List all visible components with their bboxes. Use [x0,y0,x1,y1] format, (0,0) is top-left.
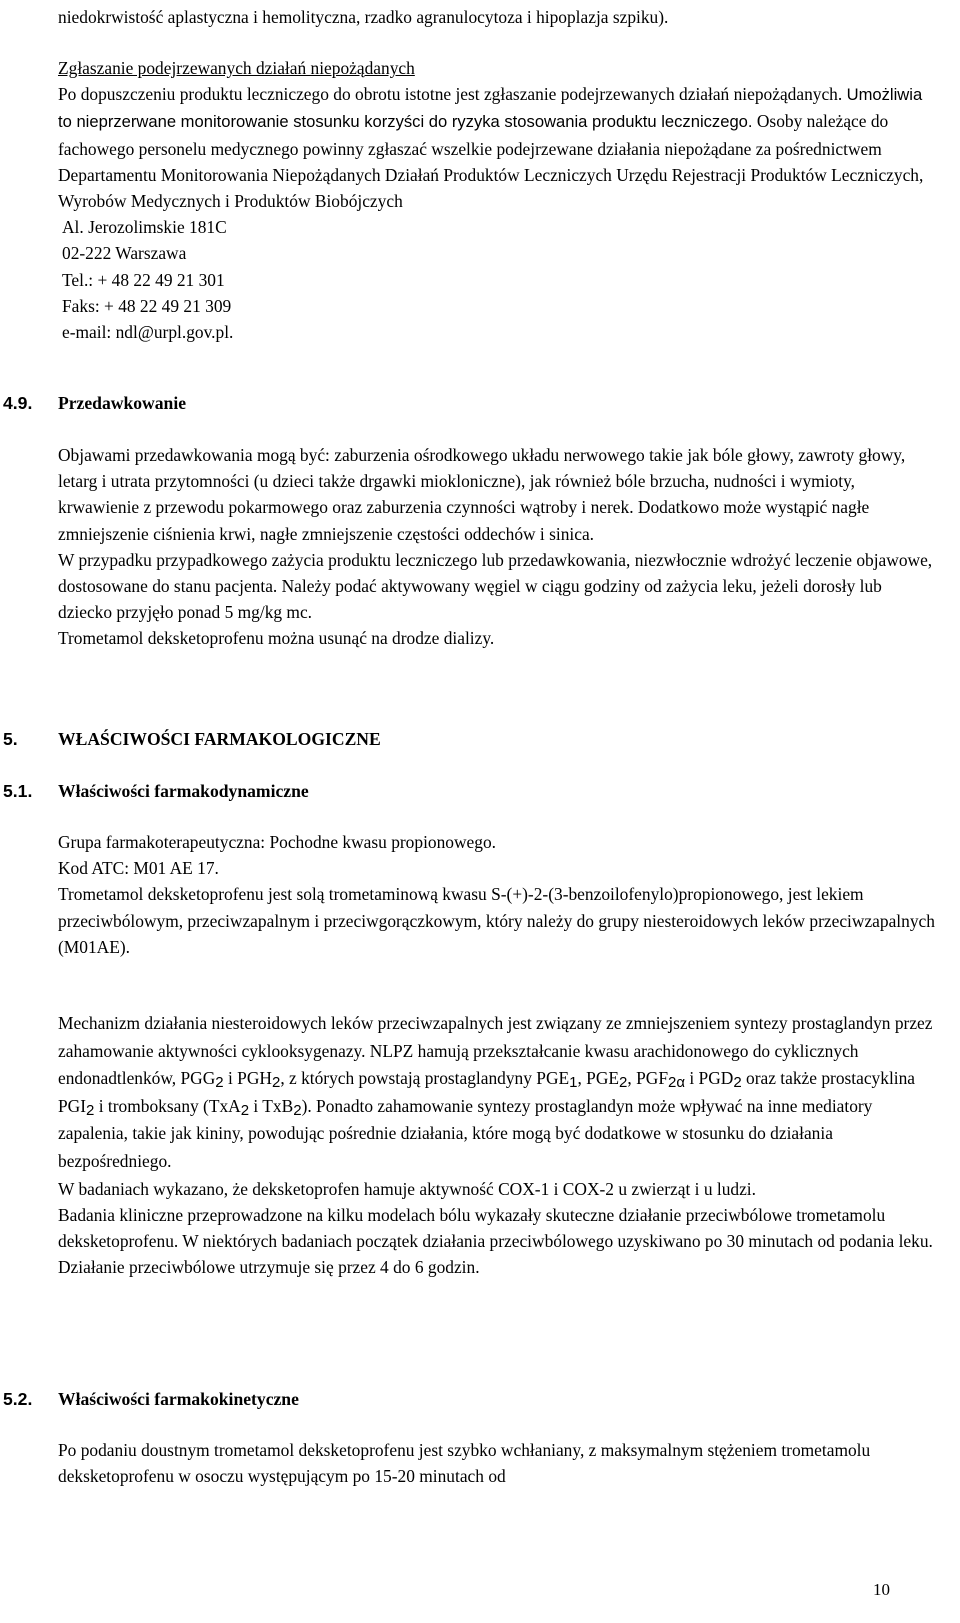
section-number: 5.1. [3,781,33,801]
mech-text: i PGD [685,1068,734,1089]
mech-text: i tromboksany (TxA [94,1095,241,1116]
atc-code: Kod ATC: M01 AE 17. [58,858,219,879]
address-city: 02-222 Warszawa [62,243,187,264]
subscript: 2 [619,1074,628,1092]
subscript: 2 [271,1074,281,1092]
subscript: 2 [240,1101,250,1119]
clinical-paragraph: Badania kliniczne przeprowadzone na kilku modelach bólu wykazały skuteczne działanie przeciwbólowe trometamolu deksketoprofenu. W niektórych badaniach początek działania przeciwbólowego uzyskiwano po 30 minutach od podania leku. Działanie przeciwbólowe utrzymuje się przez 4 do 6 godzin. [58,1204,933,1278]
overdose-paragraph-1: Objawami przedawkowania mogą być: zaburzenia ośrodkowego układu nerwowego takie jak bóle głowy, zawroty głowy, letarg i utrata przytomności (u dzieci także drgawki miokloniczne), jak również bóle brzucha, nudności i wymioty, krwawienie z przewodu pokarmowego oraz zaburzenia czynności wątroby i nerek. Dodatkowo może wystąpić nagłe zmniejszenie ciśnienia krwi, nagłe zmniejszenie częstości oddechów i sinica. [58,445,906,544]
reporting-text-1: Po dopuszczeniu produktu leczniczego do obrotu istotne jest zgłaszanie podejrzewanych działań niepożądanych. [58,84,843,105]
address-email: e-mail: ndl@urpl.gov.pl. [62,322,234,343]
reporting-paragraph [58,81,938,214]
adverse-reporting-section [58,55,938,345]
mech-text: ). Ponadto zahamowanie syntezy prostaglandyn może wpływać na inne mediatory zapalenia, takie jak kininy, powodując pośrednie działania, które mogą być dodatkowe w stosunku do działania bezpośredniego. [58,1095,873,1171]
section-title: Właściwości farmakodynamiczne [58,781,309,801]
mech-text: Mechanizm działania niesteroidowych leków przeciwzapalnych jest związany ze zmniejszeniem syntezy prostaglandyn przez zahamowanie aktywności cyklooksygenazy. NLPZ hamują przekształcanie kwasu arachidonowego do cyklicznych endonadtlenków, PGG [58,1013,933,1089]
section-title: WŁAŚCIWOŚCI FARMAKOLOGICZNE [58,729,381,749]
pharmacokinetics-section [58,1437,938,1489]
subscript: 2α [668,1074,686,1092]
section-title: Przedawkowanie [58,393,187,413]
subscript: 2 [215,1074,224,1092]
subscript: 2 [293,1101,302,1119]
address-fax: Faks: + 48 22 49 21 309 [62,295,232,316]
reporting-text-2: Umożliwia to nieprzerwane monitorowanie stosunku korzyści do ryzyka stosowania produktu leczniczego. [58,85,923,132]
address-street: Al. Jerozolimskie 181C [62,217,227,238]
pharmacodynamics-body [58,1010,938,1280]
subscript: 2 [86,1101,95,1119]
mech-text: i TxB [249,1095,294,1116]
drug-description: Trometamol deksketoprofenu jest solą trometaminową kwasu S-(+)-2-(3-benzoilofenylo)propionowego, jest lekiem przeciwbólowym, przeciwzapalnym i przeciwgorączkowym, który należy do grupy niesteroidowych leków przeciwzapalnych (M01AE). [58,884,935,957]
mech-text: i PGH [223,1068,272,1089]
continuation-line: niedokrwistość aplastyczna i hemolityczna, rzadko agranulocytoza i hipoplazja szpiku). [58,7,669,27]
mech-text: , PGE [577,1068,620,1089]
overdose-section [58,442,938,652]
section-number: 5.2. [3,1389,33,1409]
subscript: 2 [733,1074,742,1092]
cox-paragraph: W badaniach wykazano, że deksketoprofen hamuje aktywność COX-1 i COX-2 u zwierząt i u ludzi. [58,1178,756,1199]
mechanism-paragraph [58,1010,938,1176]
pharmacokinetics-paragraph: Po podaniu doustnym trometamol deksketoprofenu jest szybko wchłaniany, z maksymalnym stężeniem trometamolu deksketoprofenu w osoczu występującym po 15-20 minutach od [58,1440,871,1487]
mech-text: , z których powstają prostaglandyny PGE [280,1068,570,1089]
reporting-heading: Zgłaszanie podejrzewanych działań niepożądanych [58,58,415,78]
pharmacodynamics-intro [58,829,938,960]
page-number: 10 [873,1580,890,1599]
mech-text: oraz także prostacyklina PGI [58,1068,916,1116]
pharmacotherapeutic-group: Grupa farmakoterapeutyczna: Pochodne kwasu propionowego. [58,832,497,852]
overdose-paragraph-2: W przypadku przypadkowego zażycia produktu leczniczego lub przedawkowania, niezwłocznie wdrożyć leczenie objawowe, dostosowane do stanu pacjenta. Należy podać aktywowany węgiel w ciągu godziny od zażycia leku, jeżeli dorosły lub dziecko przyjęło ponad 5 mg/kg mc. [58,549,933,623]
mech-text: , PGF [627,1068,668,1089]
address-phone: Tel.: + 48 22 49 21 301 [62,269,225,290]
section-number: 4.9. [3,393,33,413]
section-number: 5. [3,729,18,749]
address-block [58,214,938,345]
overdose-paragraph-3: Trometamol deksketoprofenu można usunąć na drodze dializy. [58,628,495,649]
subscript: 1 [569,1074,578,1092]
section-title: Właściwości farmakokinetyczne [58,1389,299,1409]
reporting-text-3: Osoby należące do fachowego personelu medycznego powinny zgłaszać wszelkie podejrzewane działania niepożądane za pośrednictwem Departamentu Monitorowania Niepożądanych Działań Produktów Leczniczych Urzędu Rejestracji Produktów Leczniczych, Wyrobów Medycznych i Produktów Biobójczych [58,111,924,212]
